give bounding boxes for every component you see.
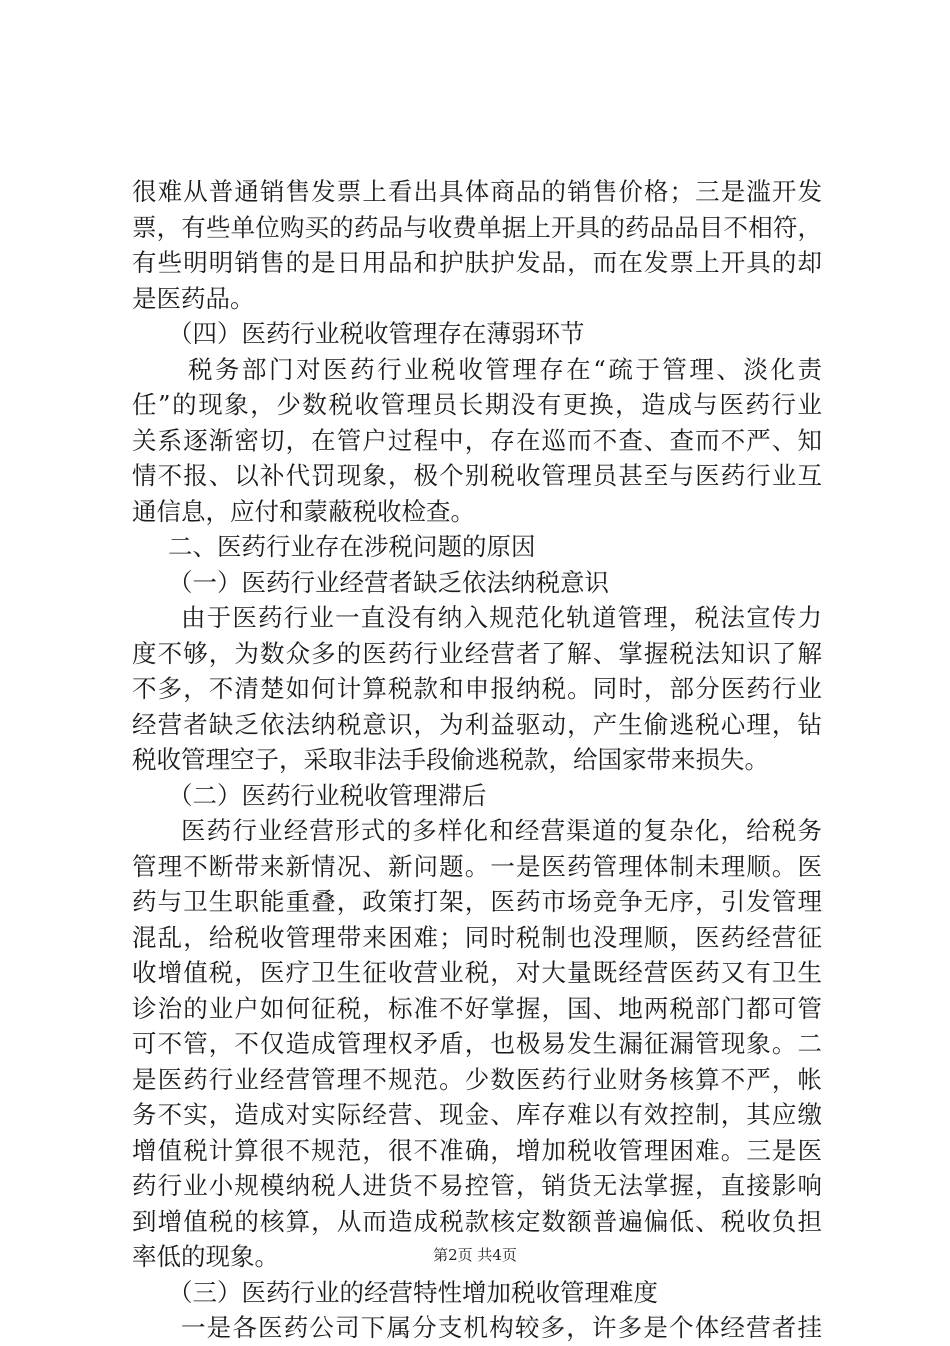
text-line: 税务部门对医药行业税收管理存在“疏于管理、淡化责	[188, 354, 822, 384]
text-line: 票，有些单位购买的药品与收费单据上开具的药品品目不相符，	[132, 212, 822, 242]
text-line: 情不报、以补代罚现象，极个别税收管理员甚至与医药行业互	[132, 461, 822, 490]
text-line: 很难从普通销售发票上看出具体商品的销售价格；三是滥开发	[132, 177, 822, 206]
text-line: 经营者缺乏依法纳税意识，为利益驱动，产生偷逃税心理，钻	[132, 709, 822, 739]
text-line: 率低的现象。	[132, 1242, 279, 1271]
text-line: 度不够，为数众多的医药行业经营者了解、掌握税法知识了解	[132, 638, 822, 668]
text-line: 可不管，不仅造成管理权矛盾，也极易发生漏征漏管现象。二	[132, 1029, 822, 1058]
text-line: 增值税计算很不规范，很不准确，增加税收管理困难。三是医	[132, 1135, 822, 1165]
text-line: 药行业小规模纳税人进货不易控管，销货无法掌握，直接影响	[132, 1171, 822, 1200]
text-line: 药与卫生职能重叠，政策打架，医药市场竞争无序，引发管理	[132, 887, 822, 916]
text-line: 任”的现象，少数税收管理员长期没有更换，造成与医药行业	[132, 390, 822, 419]
section-heading: （三）医药行业的经营特性增加税收管理难度	[168, 1277, 658, 1307]
text-line: 收增值税，医疗卫生征收营业税，对大量既经营医药又有卫生	[132, 958, 822, 987]
text-line: 不多，不清楚如何计算税款和申报纳税。同时，部分医药行业	[132, 674, 822, 703]
text-line: 务不实，造成对实际经营、现金、库存难以有效控制，其应缴	[132, 1100, 822, 1129]
section-heading: 二、医药行业存在涉税问题的原因	[168, 532, 536, 561]
text-line: 是医药品。	[132, 283, 255, 313]
section-heading: （二）医药行业税收管理滞后	[168, 780, 487, 810]
text-line: 混乱，给税收管理带来困难；同时税制也没理顺，医药经营征	[132, 922, 822, 952]
page-number: 第2页 共4页	[433, 1246, 517, 1264]
text-line: 税收管理空子，采取非法手段偷逃税款，给国家带来损失。	[132, 745, 769, 774]
text-line: 管理不断带来新情况、新问题。一是医药管理体制未理顺。医	[132, 851, 822, 881]
document-body	[132, 174, 822, 1346]
section-heading: （四）医药行业税收管理存在薄弱环节	[168, 319, 585, 348]
text-line: 到增值税的核算，从而造成税款核定数额普遍偏低、税收负担	[132, 1206, 822, 1236]
text-line: 一是各医药公司下属分支机构较多，许多是个体经营者挂	[181, 1313, 822, 1342]
text-line: 是医药行业经营管理不规范。少数医药行业财务核算不严，帐	[132, 1064, 822, 1094]
text-line: 有些明明销售的是日用品和护肤护发品，而在发票上开具的却	[132, 248, 822, 277]
text-line: 医药行业经营形式的多样化和经营渠道的复杂化，给税务	[181, 816, 822, 845]
section-heading: （一）医药行业经营者缺乏依法纳税意识	[168, 567, 609, 597]
text-line: 通信息，应付和蒙蔽税收检查。	[132, 496, 475, 526]
text-line: 由于医药行业一直没有纳入规范化轨道管理，税法宣传力	[181, 603, 822, 632]
text-line: 关系逐渐密切，在管户过程中，存在巡而不查、查而不严、知	[132, 425, 822, 455]
text-line: 诊治的业户如何征税，标准不好掌握，国、地两税部门都可管	[132, 993, 822, 1023]
